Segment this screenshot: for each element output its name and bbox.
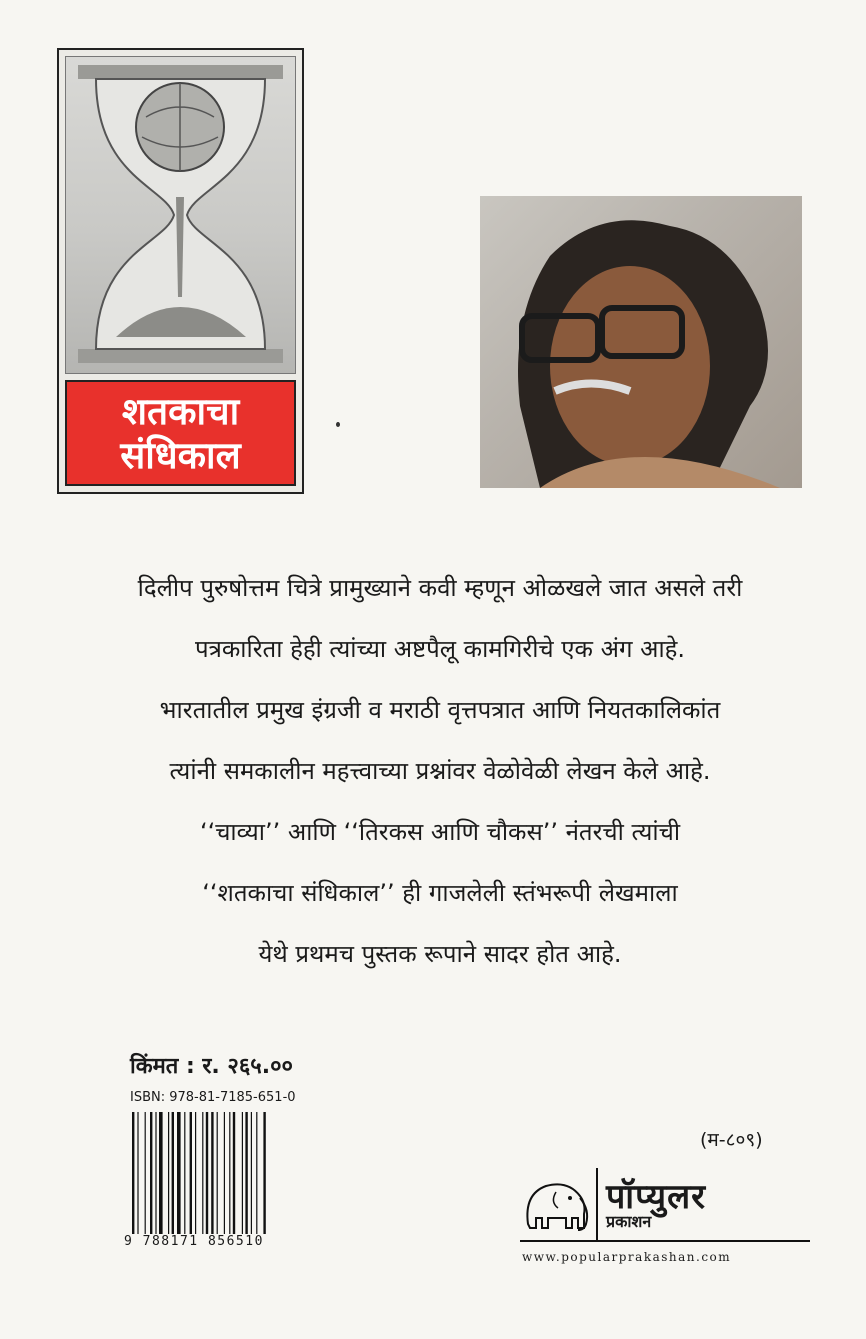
publisher-subtitle: प्रकाशन xyxy=(606,1212,652,1231)
publisher-logo xyxy=(520,1168,812,1248)
blurb-line: भारतातील प्रमुख इंग्रजी व मराठी वृत्तपत्रात आणि नियतकालिकांत xyxy=(159,696,721,724)
publisher-rule xyxy=(520,1240,810,1242)
title-line-1: शतकाचा xyxy=(121,390,240,433)
title-line-2: संधिकाल xyxy=(120,434,241,477)
publisher-name: पॉप्युलर xyxy=(606,1177,707,1217)
barcode-number: 9 788171 856510 xyxy=(124,1234,264,1249)
hourglass-globe-illustration xyxy=(65,56,296,374)
blurb-line: ‘‘चाव्या’’ आणि ‘‘तिरकस आणि चौकस’’ नंतरची त्यांची xyxy=(199,818,681,846)
catalog-code: (म-८०९) xyxy=(700,1129,763,1151)
blurb-line: येथे प्रथमच पुस्तक रूपाने सादर होत आहे. xyxy=(258,940,622,968)
print-speck xyxy=(336,422,340,427)
publisher-url: www.popularprakashan.com xyxy=(522,1250,732,1264)
thumbnail-title xyxy=(65,380,296,486)
blurb-line: त्यांनी समकालीन महत्त्वाच्या प्रश्नांवर वेळोवेळी लेखन केले आहे. xyxy=(169,757,711,785)
isbn-label: ISBN: 978-81-7185-651-0 xyxy=(130,1090,296,1105)
blurb-line: दिलीप पुरुषोत्तम चित्रे प्रामुख्याने कवी म्हणून ओळखले जात असले तरी xyxy=(137,574,743,602)
publisher-divider xyxy=(596,1168,598,1240)
author-photo xyxy=(480,196,802,488)
author-blurb xyxy=(60,566,820,993)
elephant-icon xyxy=(520,1174,592,1240)
blurb-line: ‘‘शतकाचा संधिकाल’’ ही गाजलेली स्तंभरूपी लेखमाला xyxy=(202,879,678,907)
book-cover-thumbnail xyxy=(57,48,304,494)
blurb-line: पत्रकारिता हेही त्यांच्या अष्टपैलू कामगिरीचे एक अंग आहे. xyxy=(194,635,685,663)
barcode-icon xyxy=(132,1112,306,1234)
price-label: किंमत : र. २६५.०० xyxy=(130,1054,293,1079)
